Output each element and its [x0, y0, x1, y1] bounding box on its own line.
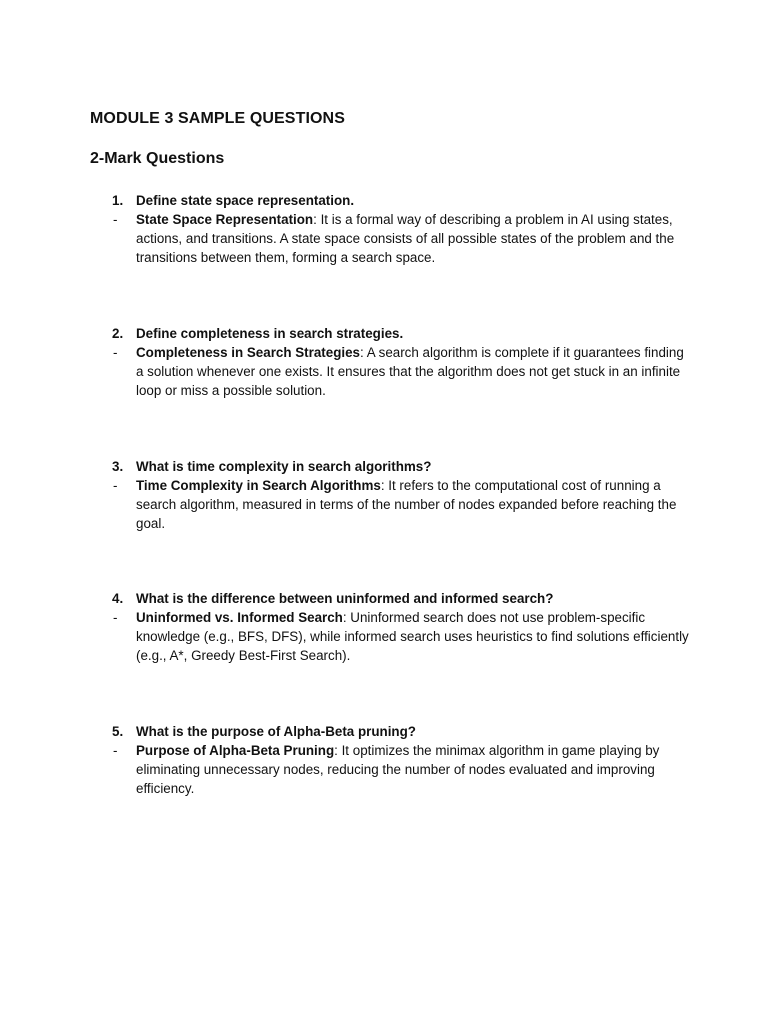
- answer-3: [112, 476, 692, 533]
- question-5-text: What is the purpose of Alpha-Beta pruning?: [136, 724, 416, 739]
- answer-3-term: Time Complexity in Search Algorithms: [136, 478, 381, 493]
- answer-5: [112, 741, 692, 798]
- question-5-number: 5.: [112, 724, 124, 739]
- answer-1-dash: -: [113, 212, 118, 227]
- question-1-text: Define state space representation.: [136, 193, 355, 208]
- answer-5-term: Purpose of Alpha-Beta Pruning: [136, 743, 335, 758]
- question-1-number: 1.: [112, 193, 124, 208]
- answer-1-term: State Space Representation: [136, 212, 314, 227]
- answer-2-term: Completeness in Search Strategies: [136, 345, 361, 360]
- question-item-5: [112, 722, 692, 798]
- answer-2: [112, 343, 692, 400]
- answer-2-dash: -: [113, 345, 118, 360]
- question-item-1: [112, 191, 692, 267]
- question-item-4: [112, 589, 692, 665]
- answer-5-text: : It optimizes the minimax algorithm in game playing by eliminating unnecessary nodes, reducing the number of nodes evaluated and improving efficiency.: [136, 743, 660, 796]
- question-1: [112, 191, 692, 210]
- answer-4-text: : Uninformed search does not use problem-specific knowledge (e.g., BFS, DFS), while informed search uses heuristics to find solutions efficiently (e.g., A*, Greedy Best-First Search).: [136, 610, 689, 663]
- answer-1-text: : It is a formal way of describing a problem in AI using states, actions, and transitions. A state space consists of all possible states of the problem and the transitions between them, forming a search space.: [136, 212, 675, 265]
- answer-3-text: : It refers to the computational cost of running a search algorithm, measured in terms of the number of nodes expanded before reaching the goal.: [136, 478, 677, 531]
- answer-4-term: Uninformed vs. Informed Search: [136, 610, 343, 625]
- answer-1: [112, 210, 692, 267]
- question-3: [112, 457, 692, 476]
- question-4-number: 4.: [112, 591, 124, 606]
- question-item-3: [112, 457, 692, 533]
- answer-2-text: : A search algorithm is complete if it guarantees finding a solution whenever one exists. It ensures that the algorithm does not get stuck in an infinite loop or miss a possible solution.: [136, 345, 684, 398]
- question-3-number: 3.: [112, 459, 124, 474]
- answer-4-dash: -: [113, 610, 118, 625]
- question-2: [112, 324, 692, 343]
- section-title: 2-Mark Questions: [90, 150, 225, 167]
- answer-4: [112, 608, 692, 665]
- question-item-2: [112, 324, 692, 400]
- question-2-text: Define completeness in search strategies.: [136, 326, 404, 341]
- answer-5-dash: -: [113, 743, 118, 758]
- question-5: [112, 722, 692, 741]
- page-title: MODULE 3 SAMPLE QUESTIONS: [90, 110, 345, 127]
- question-2-number: 2.: [112, 326, 124, 341]
- question-3-text: What is time complexity in search algorithms?: [136, 459, 432, 474]
- question-4-text: What is the difference between uninformed and informed search?: [136, 591, 554, 606]
- answer-3-dash: -: [113, 478, 118, 493]
- question-4: [112, 589, 692, 608]
